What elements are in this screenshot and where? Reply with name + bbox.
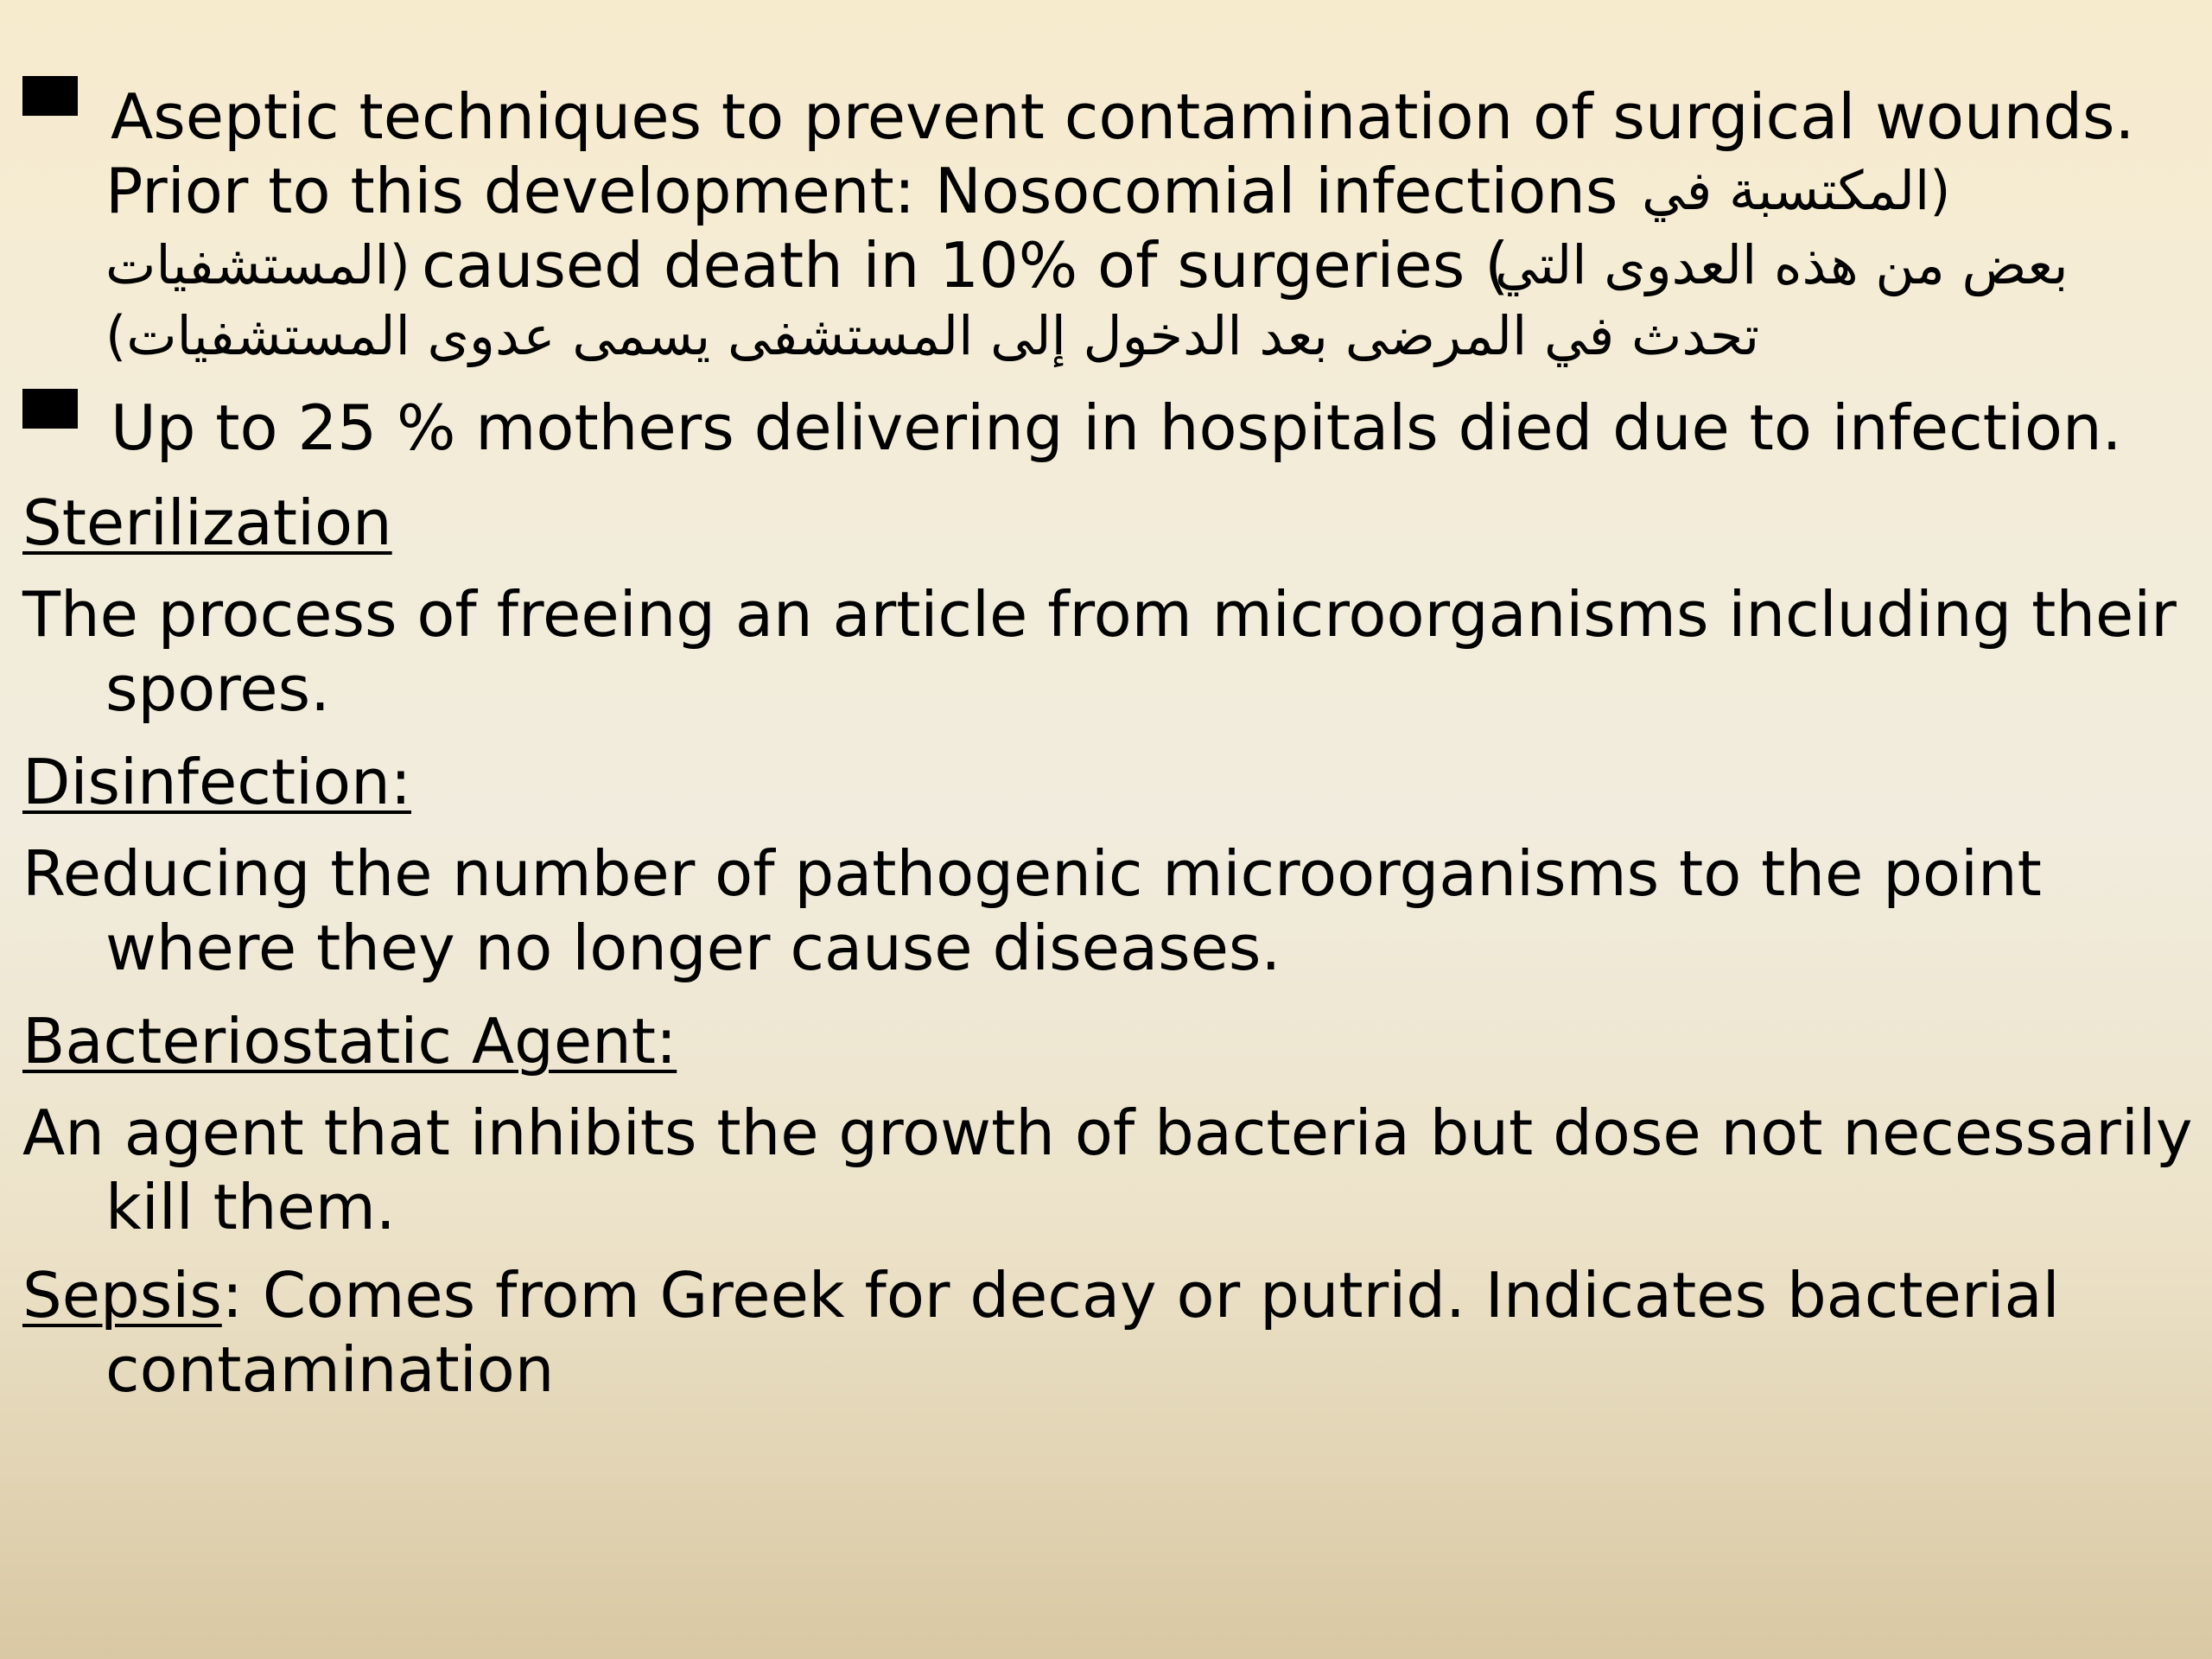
bacteriostatic-heading: Bacteriostatic Agent: bbox=[22, 1005, 677, 1077]
sterilization-heading: Sterilization bbox=[22, 486, 392, 559]
bacteriostatic-line-2: kill them. bbox=[105, 1171, 396, 1243]
sepsis-definition: : Comes from Greek for decay or putrid. Indicates bacterial bbox=[221, 1259, 2060, 1332]
sepsis-term: Sepsis bbox=[22, 1259, 222, 1332]
bullet-1-line-3-arabic-left: (المستشفيات bbox=[105, 233, 410, 296]
bacteriostatic-line-1: An agent that inhibits the growth of bacteria but dose not necessarily bbox=[22, 1096, 2193, 1169]
bullet-1-line-2-english: Prior to this development: Nosocomial infections bbox=[105, 155, 1618, 227]
bullet-1-line-4-arabic: تحدث في المرضى بعد الدخول إلى المستشفى يسمى عدوى المستشفيات) bbox=[105, 304, 1760, 367]
bullet-square-icon bbox=[22, 389, 78, 429]
sterilization-line-2: spores. bbox=[105, 652, 330, 725]
bullet-1-line-3-arabic-right: بعض من هذه العدوى التي bbox=[1495, 233, 2069, 296]
disinfection-heading: Disinfection: bbox=[22, 746, 411, 818]
bullet-square-icon bbox=[22, 76, 78, 116]
sepsis-line-2: contamination bbox=[105, 1333, 555, 1406]
bullet-1-line-2 bbox=[105, 154, 1618, 228]
sterilization-line-1: The process of freeing an article from microorganisms including their bbox=[22, 578, 2177, 651]
bullet-1-line-3-english: caused death in 10% of surgeries ( bbox=[422, 229, 1510, 302]
disinfection-line-1: Reducing the number of pathogenic microorganisms to the point bbox=[22, 837, 2042, 910]
bullet-1-line-2-arabic: (المكتسبة في bbox=[1642, 159, 1951, 222]
disinfection-line-2: where they no longer cause diseases. bbox=[105, 912, 1281, 984]
bullet-1-line-1: Aseptic techniques to prevent contamination of surgical wounds. bbox=[111, 80, 2135, 153]
sepsis-line-1 bbox=[22, 1258, 2060, 1332]
bullet-2-line-1: Up to 25 % mothers delivering in hospitals died due to infection. bbox=[111, 391, 2122, 464]
